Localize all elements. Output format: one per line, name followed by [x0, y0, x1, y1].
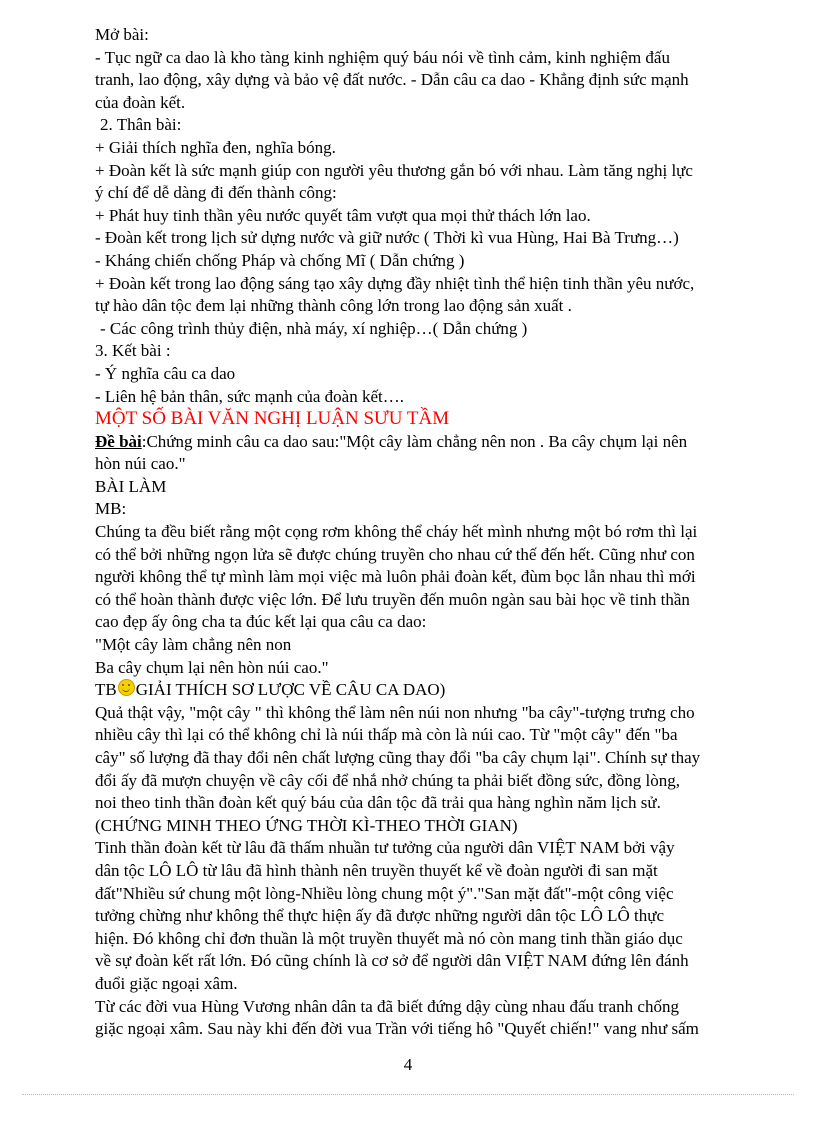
section-heading-than-bai: 2. Thân bài: — [100, 115, 182, 135]
text-line: - Tục ngữ ca dao là kho tàng kinh nghiệm quý báu nói về tình cảm, kinh nghiệm đấu — [95, 47, 670, 67]
text-line: có thể bởi những ngọn lửa sẽ được chúng truyền cho nhau cứ thế đến hết. Cũng như con — [95, 544, 695, 564]
text-line: - Các công trình thủy điện, nhà máy, xí nghiệp…( Dẫn chứng ) — [100, 318, 528, 338]
text-line: người không thể tự mình làm mọi việc mà luôn phải đoàn kết, đùm bọc lẫn nhau thì mới — [95, 567, 696, 587]
page-number: 4 — [403, 1055, 413, 1074]
text-line: - Đoàn kết trong lịch sử dựng nước và giữ nước ( Thời kì vua Hùng, Hai Bà Trưng…) — [95, 228, 679, 248]
text-line: hòn núi cao." — [95, 454, 186, 474]
text-line: noi theo tinh thần đoàn kết quý báu của dân tộc đã trải qua hàng nghìn năm lịch sử. — [95, 793, 661, 813]
text-line: + Đoàn kết là sức mạnh giúp con người yêu thương gắn bó với nhau. Làm tăng nghị lực — [95, 160, 693, 180]
text-line: Mở bài: — [95, 25, 149, 44]
text-line: - Kháng chiến chống Pháp và chống Mĩ ( Dẫn chứng ) — [95, 250, 465, 270]
quote-line: Ba cây chụm lại nên hòn núi cao." — [95, 657, 329, 677]
text-line: Quả thật vậy, "một cây " thì không thể làm nên núi non nhưng "ba cây"-tượng trưng cho — [95, 702, 695, 722]
text-line: hiện. Đó không chỉ đơn thuần là một truyền thuyết mà nó còn mang tinh thần giáo dục — [95, 928, 683, 948]
text-line: + Đoàn kết trong lao động sáng tạo xây dựng đầy nhiệt tình thể hiện tinh thần yêu nước, — [95, 273, 695, 293]
prompt-text: :Chứng minh câu ca dao sau:"Một cây làm chẳng nên non . Ba cây chụm lại nên — [141, 431, 688, 451]
document-body — [95, 24, 760, 1041]
essay-heading: BÀI LÀM — [95, 476, 167, 496]
text-line: + Phát huy tinh thần yêu nước quyết tâm vượt qua mọi thử thách lớn lao. — [95, 205, 591, 225]
text-line: có thể hoàn thành được việc lớn. Để lưu truyền đến muôn ngàn sau bài học về tinh thần — [95, 589, 690, 609]
text-line: Chúng ta đều biết rằng một cọng rơm không thể cháy hết mình nhưng một bó rơm thì lại — [95, 522, 698, 542]
text-line: của đoàn kết. — [95, 92, 186, 112]
page-bottom-divider — [22, 1094, 794, 1095]
section-heading-tb — [95, 679, 760, 702]
section-heading-chung-minh: (CHỨNG MINH THEO ỨNG THỜI KÌ-THEO THỜI GIAN) — [95, 815, 518, 835]
text-line: Tinh thần đoàn kết từ lâu đã thấm nhuần tư tưởng của người dân VIỆT NAM bởi vậy — [95, 838, 675, 858]
prompt-line — [95, 431, 760, 454]
text-line: đuổi giặc ngoại xâm. — [95, 973, 238, 993]
text-line: tự hào dân tộc đem lại những thành công lớn trong lao động sản xuất . — [95, 296, 572, 316]
text-line: tranh, lao động, xây dựng và bảo vệ đất nước. - Dẫn câu ca dao - Khẳng định sức mạnh — [95, 70, 689, 90]
text-line: đổi ấy đã mượn chuyện về cây cối để nhắ nhở chúng ta phải biết đồng sức, đồng lòng, — [95, 770, 680, 790]
section-heading-ket-bai: 3. Kết bài : — [95, 341, 171, 361]
text-line: + Giải thích nghĩa đen, nghĩa bóng. — [95, 137, 336, 157]
smiley-emoticon-icon — [118, 679, 135, 696]
collection-heading: MỘT SỐ BÀI VĂN NGHỊ LUẬN SƯU TẦM — [95, 408, 450, 430]
text-line: dân tộc LÔ LÔ từ lâu đã hình thành nên truyền thuyết kể về đoàn người đi san mặt — [95, 860, 658, 880]
text-line: cao đẹp ấy ông cha ta đúc kết lại qua câu ca dao: — [95, 612, 427, 632]
text-line: đất"Nhiều sứ chung một lòng-Nhiều lòng chung một ý"."San mặt đất"-một công việc — [95, 883, 674, 903]
tb-heading-text: GIẢI THÍCH SƠ LƯỢC VỀ CÂU CA DAO) — [135, 680, 446, 700]
text-line: cây" số lượng đã thay đổi nên chất lượng cũng thay đổi "ba cây chụm lại". Chính sự thay — [95, 748, 701, 767]
text-line: về sự đoàn kết rất lớn. Đó cũng chính là cơ sở để người dân VIỆT NAM đứng lên đánh — [95, 951, 689, 971]
text-line: MB: — [95, 499, 127, 519]
text-line: - Liên hệ bản thân, sức mạnh của đoàn kết…. — [95, 386, 404, 406]
text-line: ý chí để dễ dàng đi đến thành công: — [95, 183, 337, 203]
tb-prefix: TB — [95, 680, 117, 700]
text-line: giặc ngoại xâm. Sau này khi đến đời vua Trần với tiếng hô "Quyết chiến!" vang như sấm — [95, 1019, 699, 1039]
text-line: tưởng chừng như không thể thực hiện ấy đã được những người dân tộc LÔ LÔ thực — [95, 906, 665, 926]
text-line: Từ các đời vua Hùng Vương nhân dân ta đã biết đứng dậy cùng nhau đấu tranh chống — [95, 996, 679, 1016]
text-line: nhiều cây thì lại có thể không chỉ là núi thấp mà còn là núi cao. Từ "một cây" đến "ba — [95, 725, 678, 745]
quote-line: "Một cây làm chẳng nên non — [95, 635, 292, 655]
text-line: - Ý nghĩa câu ca dao — [95, 363, 236, 383]
prompt-label: Đề bài — [95, 431, 142, 451]
